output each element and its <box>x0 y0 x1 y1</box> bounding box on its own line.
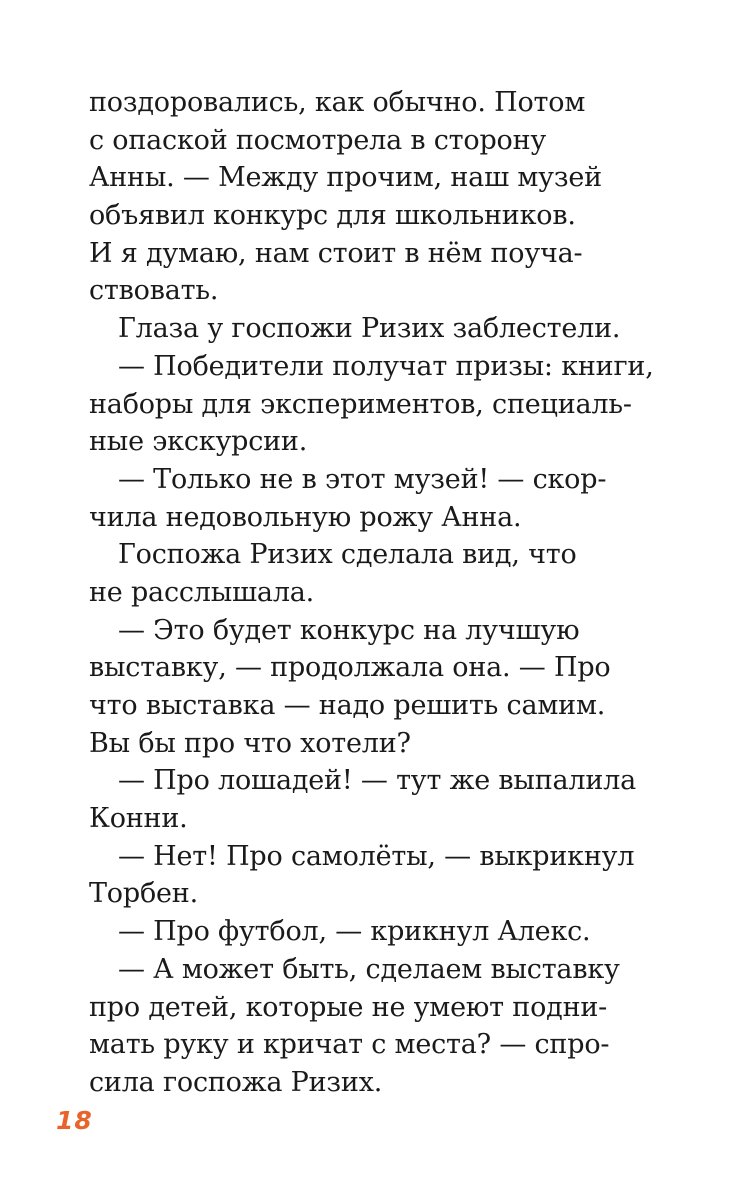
text-line: не расслышала. <box>89 576 315 608</box>
text-line: — Про лошадей! — тут же выпалила <box>118 765 636 797</box>
text-line: Конни. <box>89 803 188 835</box>
text-line: — А может быть, сделаем выставку <box>118 953 620 985</box>
body-text <box>89 84 654 1102</box>
text-line: Госпожа Ризих сделала вид, что <box>118 539 577 571</box>
text-line: с опаской посмотрела в сторону <box>89 124 547 156</box>
text-line: сила госпожа Ризих. <box>89 1066 383 1098</box>
text-line: — Только не в этот музей! — скор- <box>118 463 607 495</box>
text-line: поздоровались, как обычно. Потом <box>89 87 586 118</box>
text-line: Глаза у госпожи Ризих заблестели. <box>118 313 621 345</box>
text-line: объявил конкурс для школьников. <box>89 200 576 232</box>
page-number: 18 <box>56 1106 93 1135</box>
text-line: Анны. — Между прочим, наш музей <box>89 162 602 194</box>
text-line: — Нет! Про самолёты, — выкрикнул <box>118 840 635 872</box>
text-line: мать руку и кричат с места? — спро- <box>89 1029 610 1061</box>
text-line: ные экскурсии. <box>89 426 308 458</box>
text-line: — Победители получат призы: книги, <box>118 350 654 382</box>
text-line: ствовать. <box>89 275 219 307</box>
text-line: про детей, которые не умеют подни- <box>89 991 608 1023</box>
text-line: — Это будет конкурс на лучшую <box>118 614 580 646</box>
text-line: И я думаю, нам стоит в нём поуча- <box>89 237 583 269</box>
text-line: — Про футбол, — крикнул Алекс. <box>118 916 591 948</box>
text-line: выставку, — продолжала она. — Про <box>89 652 611 684</box>
text-line: что выставка — надо решить самим. <box>89 690 606 721</box>
text-line: Торбен. <box>89 878 198 910</box>
text-line: наборы для экспериментов, специаль- <box>89 388 632 420</box>
text-line: чила недовольную рожу Анна. <box>89 501 522 533</box>
text-line: Вы бы про что хотели? <box>89 727 411 759</box>
